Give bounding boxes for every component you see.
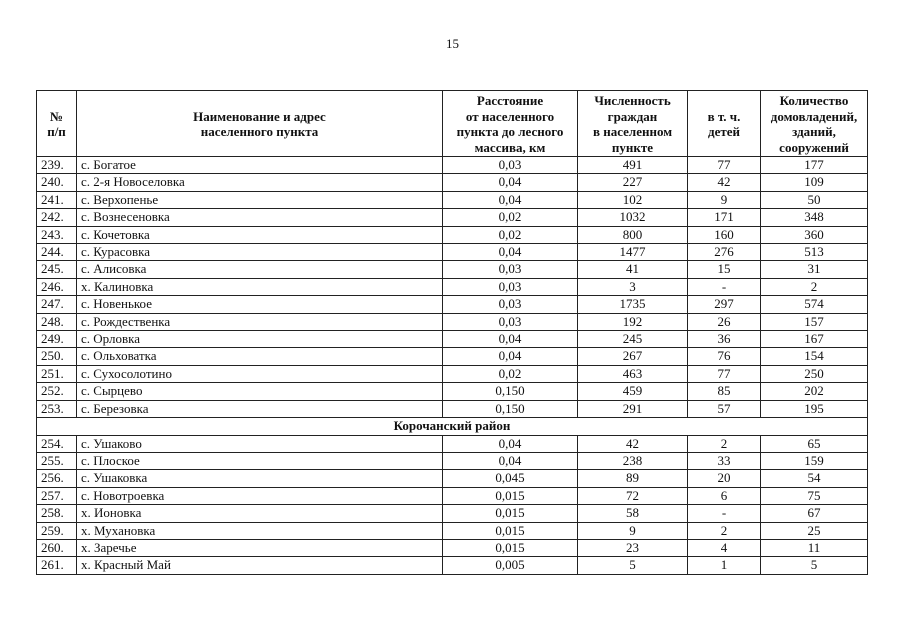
cell-population: 41 [578,261,688,278]
table-body-upper [37,157,868,418]
section-group [37,418,868,435]
cell-distance: 0,03 [443,157,578,174]
cell-children: 1 [688,557,761,574]
cell-name: с. Рождественка [77,313,443,330]
cell-name: с. Новенькое [77,296,443,313]
cell-population: 1477 [578,244,688,261]
cell-children: 2 [688,522,761,539]
cell-name: с. Курасовка [77,244,443,261]
header-homes: Количество домовладений, зданий, сооружений [761,91,868,157]
cell-num: 247. [37,296,77,313]
cell-distance: 0,04 [443,331,578,348]
cell-population: 42 [578,435,688,452]
table-row [37,539,868,556]
page-number: 15 [446,36,459,51]
cell-name: с. Березовка [77,400,443,417]
cell-homes: 31 [761,261,868,278]
cell-children: 20 [688,470,761,487]
cell-num: 261. [37,557,77,574]
cell-homes: 159 [761,452,868,469]
cell-homes: 109 [761,174,868,191]
table-row [37,435,868,452]
cell-population: 459 [578,383,688,400]
cell-population: 89 [578,470,688,487]
cell-distance: 0,04 [443,435,578,452]
cell-name: с. Новотроевка [77,487,443,504]
cell-num: 240. [37,174,77,191]
cell-num: 243. [37,226,77,243]
cell-distance: 0,02 [443,226,578,243]
cell-distance: 0,02 [443,365,578,382]
header-children: в т. ч. детей [688,91,761,157]
cell-homes: 5 [761,557,868,574]
table-row [37,261,868,278]
header-row [37,91,868,157]
cell-children: - [688,505,761,522]
table-row [37,383,868,400]
cell-children: 76 [688,348,761,365]
cell-num: 256. [37,470,77,487]
cell-homes: 25 [761,522,868,539]
cell-name: с. Сырцево [77,383,443,400]
cell-name: х. Заречье [77,539,443,556]
cell-children: 2 [688,435,761,452]
header-population: Численность граждан в населенном пункте [578,91,688,157]
cell-num: 258. [37,505,77,522]
settlements-table [36,90,868,575]
cell-name: с. Сухосолотино [77,365,443,382]
cell-children: 33 [688,452,761,469]
cell-population: 491 [578,157,688,174]
cell-name: с. Ольховатка [77,348,443,365]
cell-population: 3 [578,278,688,295]
cell-num: 260. [37,539,77,556]
cell-num: 249. [37,331,77,348]
cell-num: 250. [37,348,77,365]
table-row [37,365,868,382]
cell-children: 4 [688,539,761,556]
cell-population: 72 [578,487,688,504]
cell-distance: 0,150 [443,383,578,400]
cell-population: 23 [578,539,688,556]
cell-name: х. Красный Май [77,557,443,574]
cell-children: 171 [688,209,761,226]
cell-num: 239. [37,157,77,174]
section-title: Корочанский район [37,418,868,435]
cell-population: 9 [578,522,688,539]
table-header [37,91,868,157]
cell-distance: 0,02 [443,209,578,226]
cell-population: 102 [578,191,688,208]
table-row [37,557,868,574]
table-row [37,505,868,522]
cell-children: - [688,278,761,295]
cell-homes: 360 [761,226,868,243]
cell-distance: 0,03 [443,313,578,330]
cell-children: 77 [688,157,761,174]
cell-children: 297 [688,296,761,313]
cell-homes: 50 [761,191,868,208]
table-row [37,331,868,348]
cell-homes: 202 [761,383,868,400]
header-name: Наименование и адрес населенного пункта [77,91,443,157]
cell-num: 257. [37,487,77,504]
cell-population: 1032 [578,209,688,226]
cell-distance: 0,015 [443,487,578,504]
cell-children: 57 [688,400,761,417]
table-row [37,348,868,365]
cell-distance: 0,04 [443,452,578,469]
cell-distance: 0,015 [443,539,578,556]
cell-homes: 67 [761,505,868,522]
cell-name: с. 2-я Новоселовка [77,174,443,191]
table-row [37,296,868,313]
cell-children: 26 [688,313,761,330]
cell-name: с. Ушаково [77,435,443,452]
cell-population: 267 [578,348,688,365]
cell-homes: 195 [761,400,868,417]
cell-homes: 574 [761,296,868,313]
cell-homes: 167 [761,331,868,348]
cell-name: х. Ионовка [77,505,443,522]
table-row [37,174,868,191]
cell-homes: 11 [761,539,868,556]
table-row [37,278,868,295]
table-row [37,157,868,174]
cell-name: х. Калиновка [77,278,443,295]
cell-num: 245. [37,261,77,278]
cell-name: с. Кочетовка [77,226,443,243]
cell-distance: 0,015 [443,522,578,539]
cell-distance: 0,03 [443,278,578,295]
table-row [37,487,868,504]
cell-population: 291 [578,400,688,417]
table-row [37,191,868,208]
cell-distance: 0,150 [443,400,578,417]
cell-homes: 157 [761,313,868,330]
cell-children: 77 [688,365,761,382]
cell-homes: 75 [761,487,868,504]
cell-num: 246. [37,278,77,295]
cell-distance: 0,015 [443,505,578,522]
cell-children: 85 [688,383,761,400]
cell-name: с. Орловка [77,331,443,348]
cell-name: с. Алисовка [77,261,443,278]
cell-distance: 0,03 [443,296,578,313]
cell-children: 36 [688,331,761,348]
table-body-lower [37,435,868,574]
cell-homes: 177 [761,157,868,174]
cell-children: 6 [688,487,761,504]
cell-num: 251. [37,365,77,382]
cell-population: 58 [578,505,688,522]
cell-num: 242. [37,209,77,226]
table-row [37,452,868,469]
cell-homes: 65 [761,435,868,452]
table-row [37,400,868,417]
cell-name: с. Богатое [77,157,443,174]
cell-distance: 0,005 [443,557,578,574]
cell-name: с. Верхопенье [77,191,443,208]
cell-population: 5 [578,557,688,574]
cell-homes: 250 [761,365,868,382]
cell-distance: 0,03 [443,261,578,278]
cell-num: 244. [37,244,77,261]
cell-homes: 348 [761,209,868,226]
section-row [37,418,868,435]
cell-distance: 0,04 [443,348,578,365]
cell-children: 160 [688,226,761,243]
cell-num: 252. [37,383,77,400]
cell-homes: 2 [761,278,868,295]
cell-children: 15 [688,261,761,278]
header-distance: Расстояние от населенного пункта до лесного массива, км [443,91,578,157]
cell-num: 248. [37,313,77,330]
cell-population: 227 [578,174,688,191]
cell-distance: 0,04 [443,244,578,261]
table-row [37,244,868,261]
cell-distance: 0,04 [443,191,578,208]
table-row [37,522,868,539]
cell-num: 253. [37,400,77,417]
table-row [37,209,868,226]
table-row [37,226,868,243]
cell-children: 276 [688,244,761,261]
cell-homes: 54 [761,470,868,487]
cell-population: 800 [578,226,688,243]
cell-distance: 0,045 [443,470,578,487]
cell-population: 238 [578,452,688,469]
cell-population: 245 [578,331,688,348]
cell-num: 255. [37,452,77,469]
header-num: № п/п [37,91,77,157]
cell-name: с. Ушаковка [77,470,443,487]
cell-name: с. Вознесеновка [77,209,443,226]
cell-name: х. Мухановка [77,522,443,539]
table-row [37,470,868,487]
cell-name: с. Плоское [77,452,443,469]
cell-children: 9 [688,191,761,208]
table-row [37,313,868,330]
cell-num: 259. [37,522,77,539]
cell-num: 241. [37,191,77,208]
cell-distance: 0,04 [443,174,578,191]
cell-population: 192 [578,313,688,330]
cell-children: 42 [688,174,761,191]
cell-homes: 154 [761,348,868,365]
cell-homes: 513 [761,244,868,261]
cell-population: 1735 [578,296,688,313]
cell-population: 463 [578,365,688,382]
cell-num: 254. [37,435,77,452]
